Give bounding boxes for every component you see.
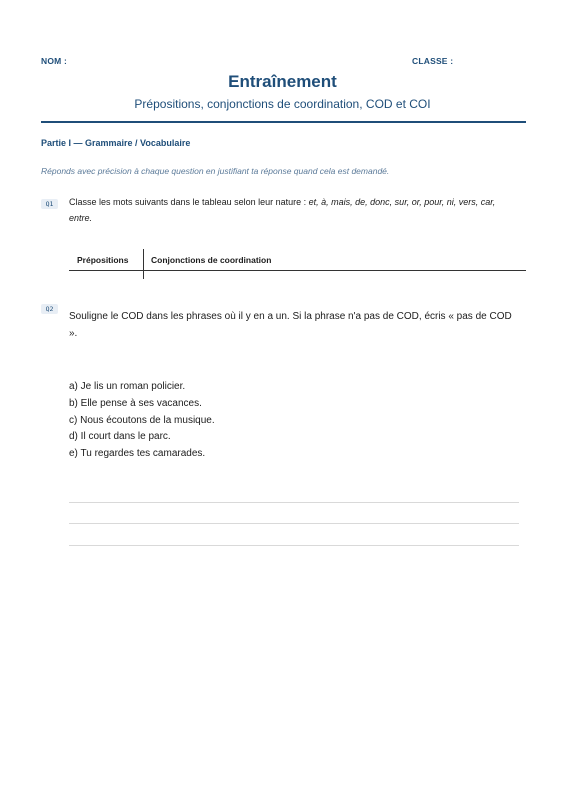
sentence-b: b) Elle pense à ses vacances. — [69, 397, 202, 409]
class-label: CLASSE : — [412, 56, 454, 66]
answer-line[interactable] — [69, 545, 519, 546]
header-row — [41, 56, 524, 68]
sentence-e: e) Tu regardes tes camarades. — [69, 448, 206, 460]
classification-table — [69, 249, 526, 279]
page-title: Entraînement — [228, 72, 337, 91]
page-subtitle: Prépositions, conjonctions de coordination, COD et COI — [134, 97, 431, 111]
table-column-divider — [143, 249, 144, 279]
sentence-c: c) Nous écoutons de la musique. — [69, 414, 215, 426]
answer-line[interactable] — [69, 523, 519, 524]
question-2-text: Souligne le COD dans les phrases où il y en a un. Si la phrase n'a pas de COD, écris « pas de COD ». — [69, 311, 512, 339]
sentence-a: a) Je lis un roman policier. — [69, 381, 186, 392]
answer-line[interactable] — [69, 502, 519, 503]
question-1-text — [69, 194, 519, 226]
name-label: NOM : — [41, 56, 68, 66]
section-instruction: Réponds avec précision à chaque question en justifiant ta réponse quand cela est demandé. — [41, 166, 390, 176]
question-1-badge: Q1 — [41, 199, 58, 209]
table-header-prepositions: Prépositions — [77, 255, 129, 265]
question-1-prompt: Classe les mots suivants dans le tableau selon leur nature : — [69, 197, 309, 207]
section-title: Partie I — Grammaire / Vocabulaire — [41, 138, 191, 148]
sentence-list — [69, 379, 519, 463]
table-header-conjunctions: Conjonctions de coordination — [151, 255, 272, 265]
header-divider — [41, 121, 526, 123]
table-header-rule — [69, 270, 526, 271]
question-2-badge: Q2 — [41, 304, 58, 314]
question-1-word-list: et, à, mais, de, donc, sur, or, pour, ni, vers, car, entre. — [69, 197, 496, 223]
sentence-d: d) Il court dans le parc. — [69, 431, 171, 443]
